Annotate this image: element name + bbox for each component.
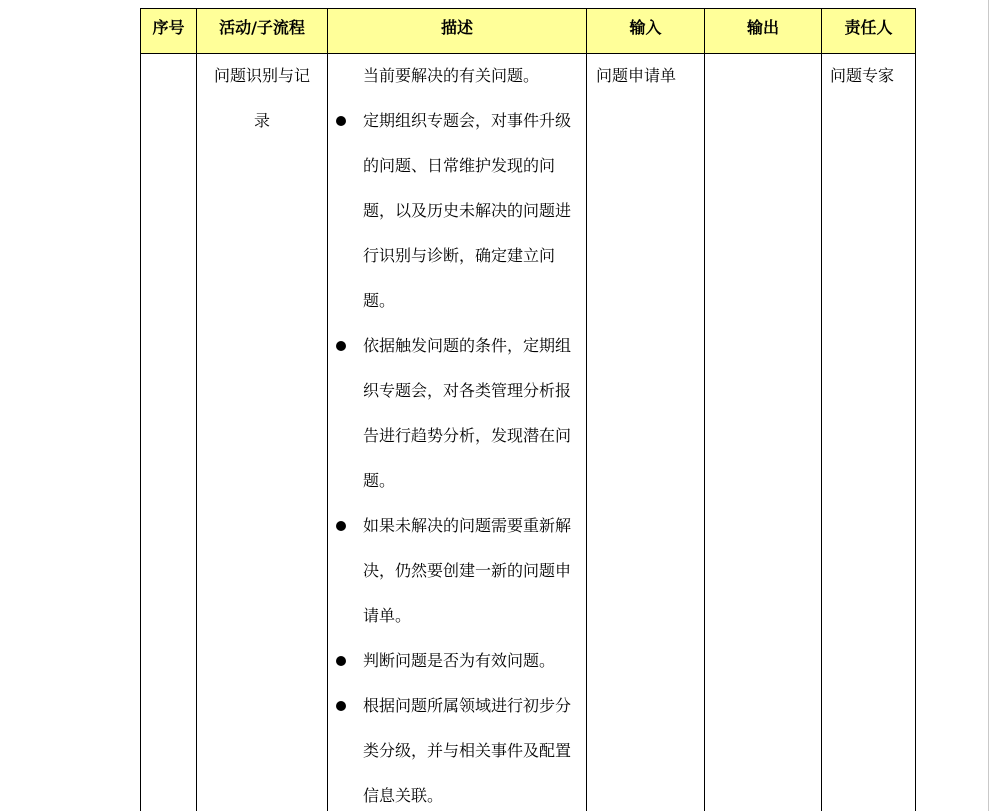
- table-row: [141, 54, 916, 811]
- cell-owner: [822, 54, 916, 811]
- bullet-icon: [336, 521, 346, 531]
- header-owner: 责任人: [822, 9, 916, 54]
- bullet-icon: [336, 701, 346, 711]
- bullet-icon: [336, 656, 346, 666]
- header-activity: 活动/子流程: [197, 9, 328, 54]
- bullet-icon: [336, 341, 346, 351]
- bullet-text: 根据问题所属领域进行初步分类分级，并与相关事件及配置信息关联。: [363, 696, 572, 805]
- bullet-icon: [336, 116, 346, 126]
- list-item: [328, 638, 576, 683]
- description-bullet-list: [328, 98, 576, 811]
- header-seq: 序号: [141, 9, 197, 54]
- bullet-text: 依据触发问题的条件，定期组织专题会，对各类管理分析报告进行趋势分析，发现潜在问题。: [363, 336, 572, 490]
- process-table: [140, 8, 916, 811]
- header-input: 输入: [587, 9, 705, 54]
- page-edge-divider: [988, 0, 989, 811]
- list-item: [328, 98, 576, 323]
- header-description: 描述: [328, 9, 587, 54]
- input-value: 问题申请单: [596, 66, 677, 85]
- description-content: [328, 53, 586, 811]
- bullet-text: 定期组织专题会，对事件升级的问题、日常维护发现的问题，以及历史未解决的问题进行识别与诊断，确定建立问题。: [363, 111, 572, 310]
- table-header-row: [141, 9, 916, 54]
- cell-output: [705, 54, 822, 811]
- cell-activity: [197, 54, 328, 811]
- header-output: 输出: [705, 9, 822, 54]
- list-item: [328, 683, 576, 811]
- bullet-text: 如果未解决的问题需要重新解决，仍然要创建一新的问题申请单。: [363, 516, 572, 625]
- list-item: [328, 323, 576, 503]
- cell-seq: [141, 54, 197, 811]
- description-lead: 当前要解决的有关问题。: [363, 66, 540, 85]
- cell-input: [587, 54, 705, 811]
- activity-value: 问题识别与记录: [213, 66, 310, 130]
- cell-description: [328, 54, 587, 811]
- list-item: [328, 503, 576, 638]
- bullet-text: 判断问题是否为有效问题。: [363, 651, 556, 670]
- owner-value: 问题专家: [830, 66, 895, 85]
